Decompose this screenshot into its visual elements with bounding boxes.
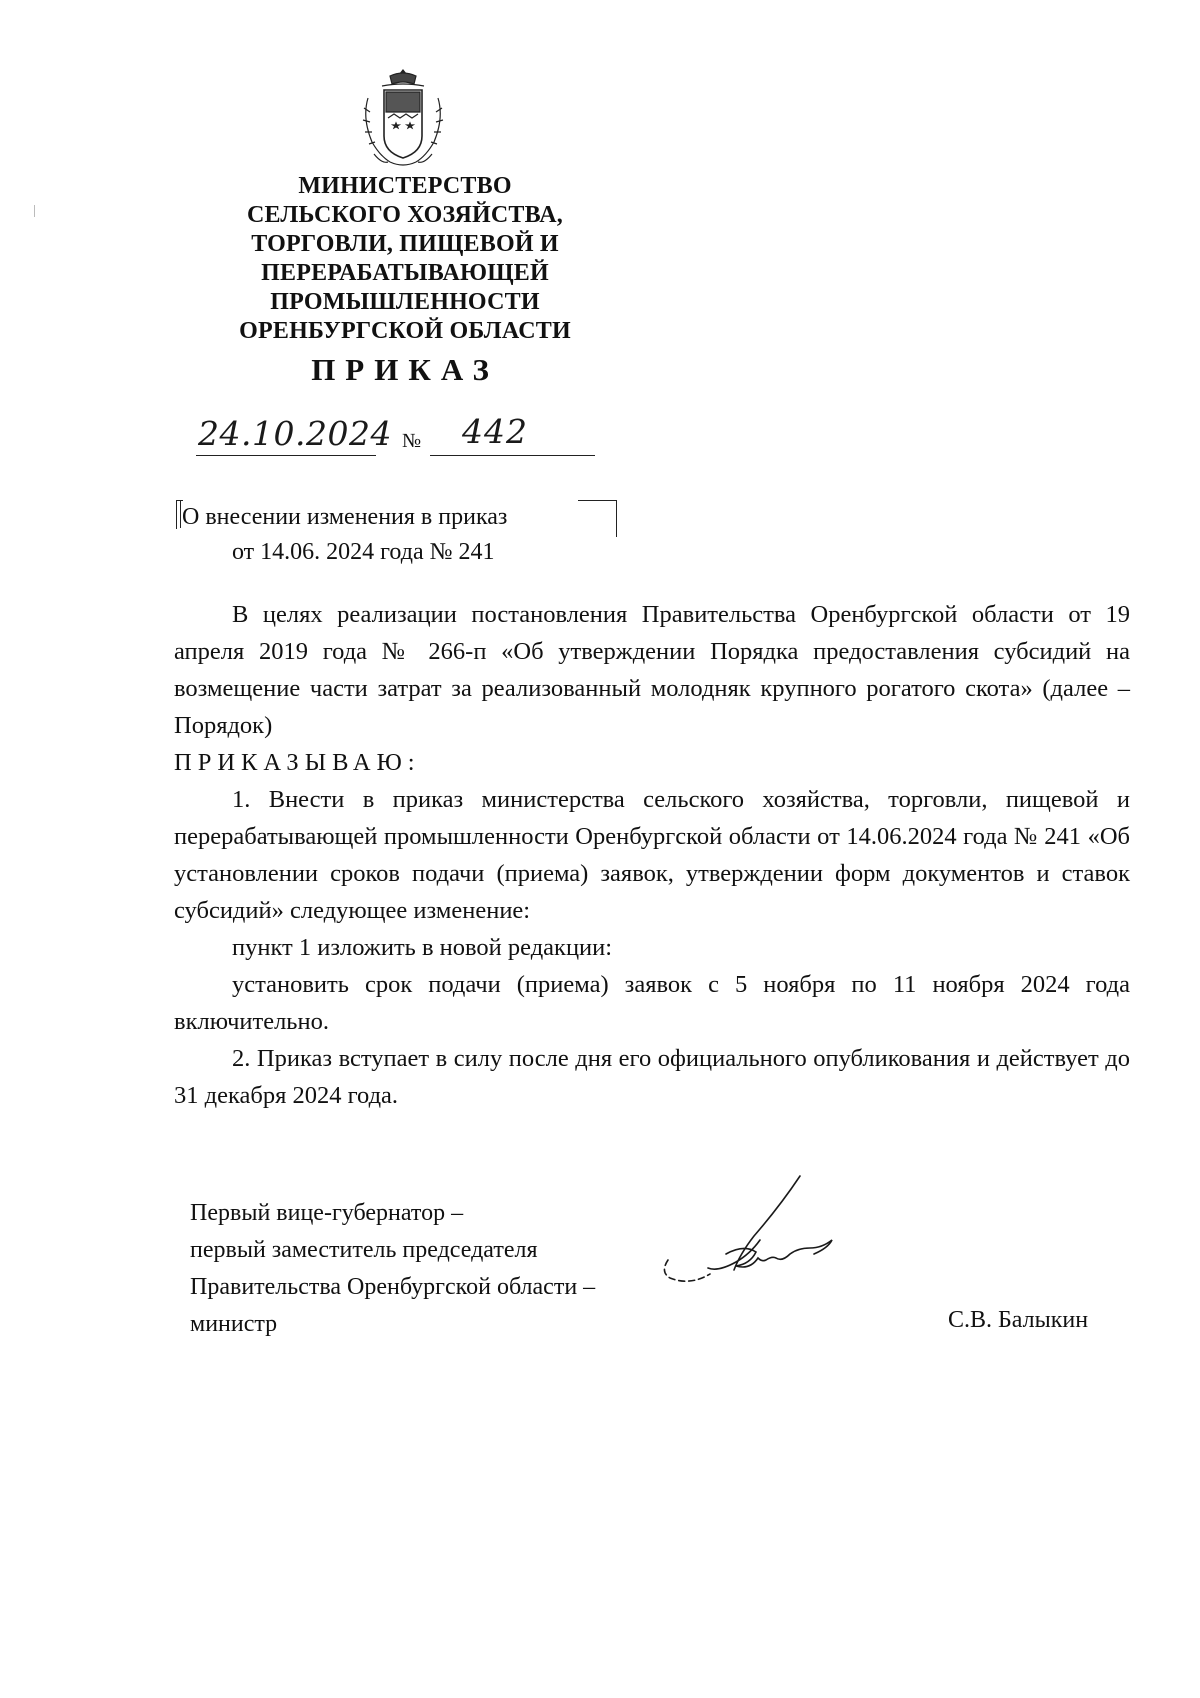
position-line: Первый вице-губернатор – <box>190 1200 464 1226</box>
number-sign: № <box>402 430 422 452</box>
signatory-name: С.В. Балыкин <box>948 1307 1089 1333</box>
document-subject <box>182 500 507 570</box>
ministry-line: ТОРГОВЛИ, ПИЩЕВОЙ И <box>251 231 559 257</box>
scan-mark <box>34 205 35 217</box>
handwritten-number: 442 <box>462 412 528 451</box>
ministry-line: МИНИСТЕРСТВО <box>298 173 512 199</box>
ministry-line: ПЕРЕРАБАТЫВАЮЩЕЙ <box>261 260 549 286</box>
subject-line: О внесении изменения в приказ <box>182 504 508 530</box>
ministry-line: ОРЕНБУРГСКОЙ ОБЛАСТИ <box>239 318 571 344</box>
order-item-1-text: установить срок подачи (приема) заявок с 5 ноября по 11 ноября 2024 года включительно. <box>174 971 1130 1035</box>
position-line: Правительства Оренбургской области – <box>190 1274 596 1300</box>
order-keyword: ПРИКАЗЫВАЮ: <box>174 749 421 776</box>
order-item-1-subpoint: пункт 1 изложить в новой редакции: <box>232 934 613 961</box>
preamble-paragraph: В целях реализации постановления Правительства Оренбургской области от 19 апреля 2019 года № 266-п «Об утверждении Порядка предоставления субсидий на возмещение части затрат за реализованный молодняк крупного рогатого скота» (далее – Порядок) <box>174 601 1130 739</box>
order-item-2: 2. Приказ вступает в силу после дня его официального опубликования и действует до 31 декабря 2024 года. <box>174 1045 1130 1109</box>
coat-of-arms-emblem <box>360 68 446 170</box>
date-underline <box>196 455 376 456</box>
handwritten-signature <box>640 1170 890 1310</box>
subject-line: от 14.06. 2024 года № 241 <box>232 539 495 565</box>
handwritten-date: 24.10.2024 <box>198 414 392 453</box>
subject-bracket-right <box>578 500 617 537</box>
ministry-line: СЕЛЬСКОГО ХОЗЯЙСТВА, <box>246 202 564 228</box>
position-line: министр <box>190 1311 278 1337</box>
ministry-name <box>220 172 590 346</box>
position-line: первый заместитель председателя <box>190 1237 538 1263</box>
document-body <box>174 596 1130 1114</box>
ministry-line: ПРОМЫШЛЕННОСТИ <box>270 289 540 315</box>
number-underline <box>430 455 595 456</box>
signatory-position <box>190 1195 595 1343</box>
document-type-title: ПРИКАЗ <box>311 352 499 387</box>
order-item-1: 1. Внести в приказ министерства сельского хозяйства, торговли, пищевой и перерабатывающей промышленности Оренбургской области от 14.06.2024 года № 241 «Об установлении сроков подачи (приема) заявок, утверждении форм документов и ставок субсидий» следующее изменение: <box>174 786 1130 924</box>
